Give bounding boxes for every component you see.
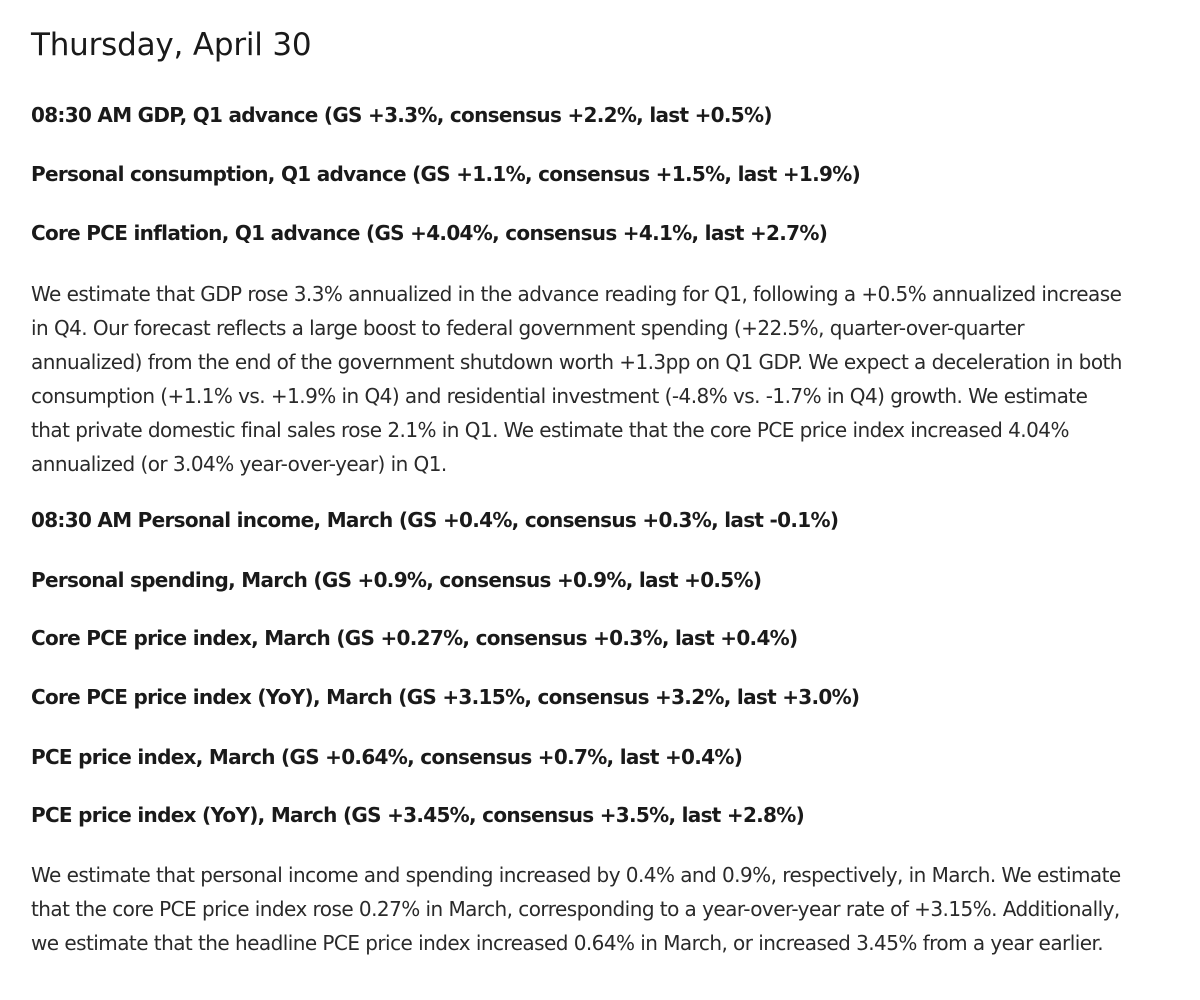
release-core-pce-yoy-march: Core PCE price index (YoY), March (GS +3.15%, consensus +3.2%, last +3.0%) <box>31 685 860 709</box>
date-heading: Thursday, April 30 <box>31 27 312 63</box>
income-commentary: We estimate that personal income and spending increased by 0.4% and 0.9%, respectively, in March. We estimate that the core PCE price index rose 0.27% in March, corresponding to a year-over-year rate of +3.15%. Additionally, we estimate that the headline PCE price index increased 0.64% in March, or increased 3.45% from a year earlier. <box>31 863 1121 955</box>
release-core-pce-inflation-q1: Core PCE inflation, Q1 advance (GS +4.04%, consensus +4.1%, last +2.7%) <box>31 221 828 245</box>
release-core-pce-march: Core PCE price index, March (GS +0.27%, consensus +0.3%, last +0.4%) <box>31 626 798 650</box>
release-gdp-q1: 08:30 AM GDP, Q1 advance (GS +3.3%, consensus +2.2%, last +0.5%) <box>31 103 772 127</box>
release-pce-yoy-march: PCE price index (YoY), March (GS +3.45%, consensus +3.5%, last +2.8%) <box>31 803 805 827</box>
gdp-commentary: We estimate that GDP rose 3.3% annualized in the advance reading for Q1, following a +0.5% annualized increase in Q4. Our forecast reflects a large boost to federal government spending (+22.5%, quarter-over-quarter annualized) from the end of the government shutdown worth +1.3pp on Q1 GDP. We expect a deceleration in both consumption (+1.1% vs. +1.9% in Q4) and residential investment (-4.8% vs. -1.7% in Q4) growth. We estimate that private domestic final sales rose 2.1% in Q1. We estimate that the core PCE price index increased 4.04% annualized (or 3.04% year-over-year) in Q1. <box>31 282 1122 476</box>
release-personal-income-march: 08:30 AM Personal income, March (GS +0.4%, consensus +0.3%, last -0.1%) <box>31 508 839 532</box>
release-personal-consumption-q1: Personal consumption, Q1 advance (GS +1.1%, consensus +1.5%, last +1.9%) <box>31 162 861 186</box>
release-pce-march: PCE price index, March (GS +0.64%, consensus +0.7%, last +0.4%) <box>31 745 743 769</box>
release-personal-spending-march: Personal spending, March (GS +0.9%, consensus +0.9%, last +0.5%) <box>31 568 762 592</box>
